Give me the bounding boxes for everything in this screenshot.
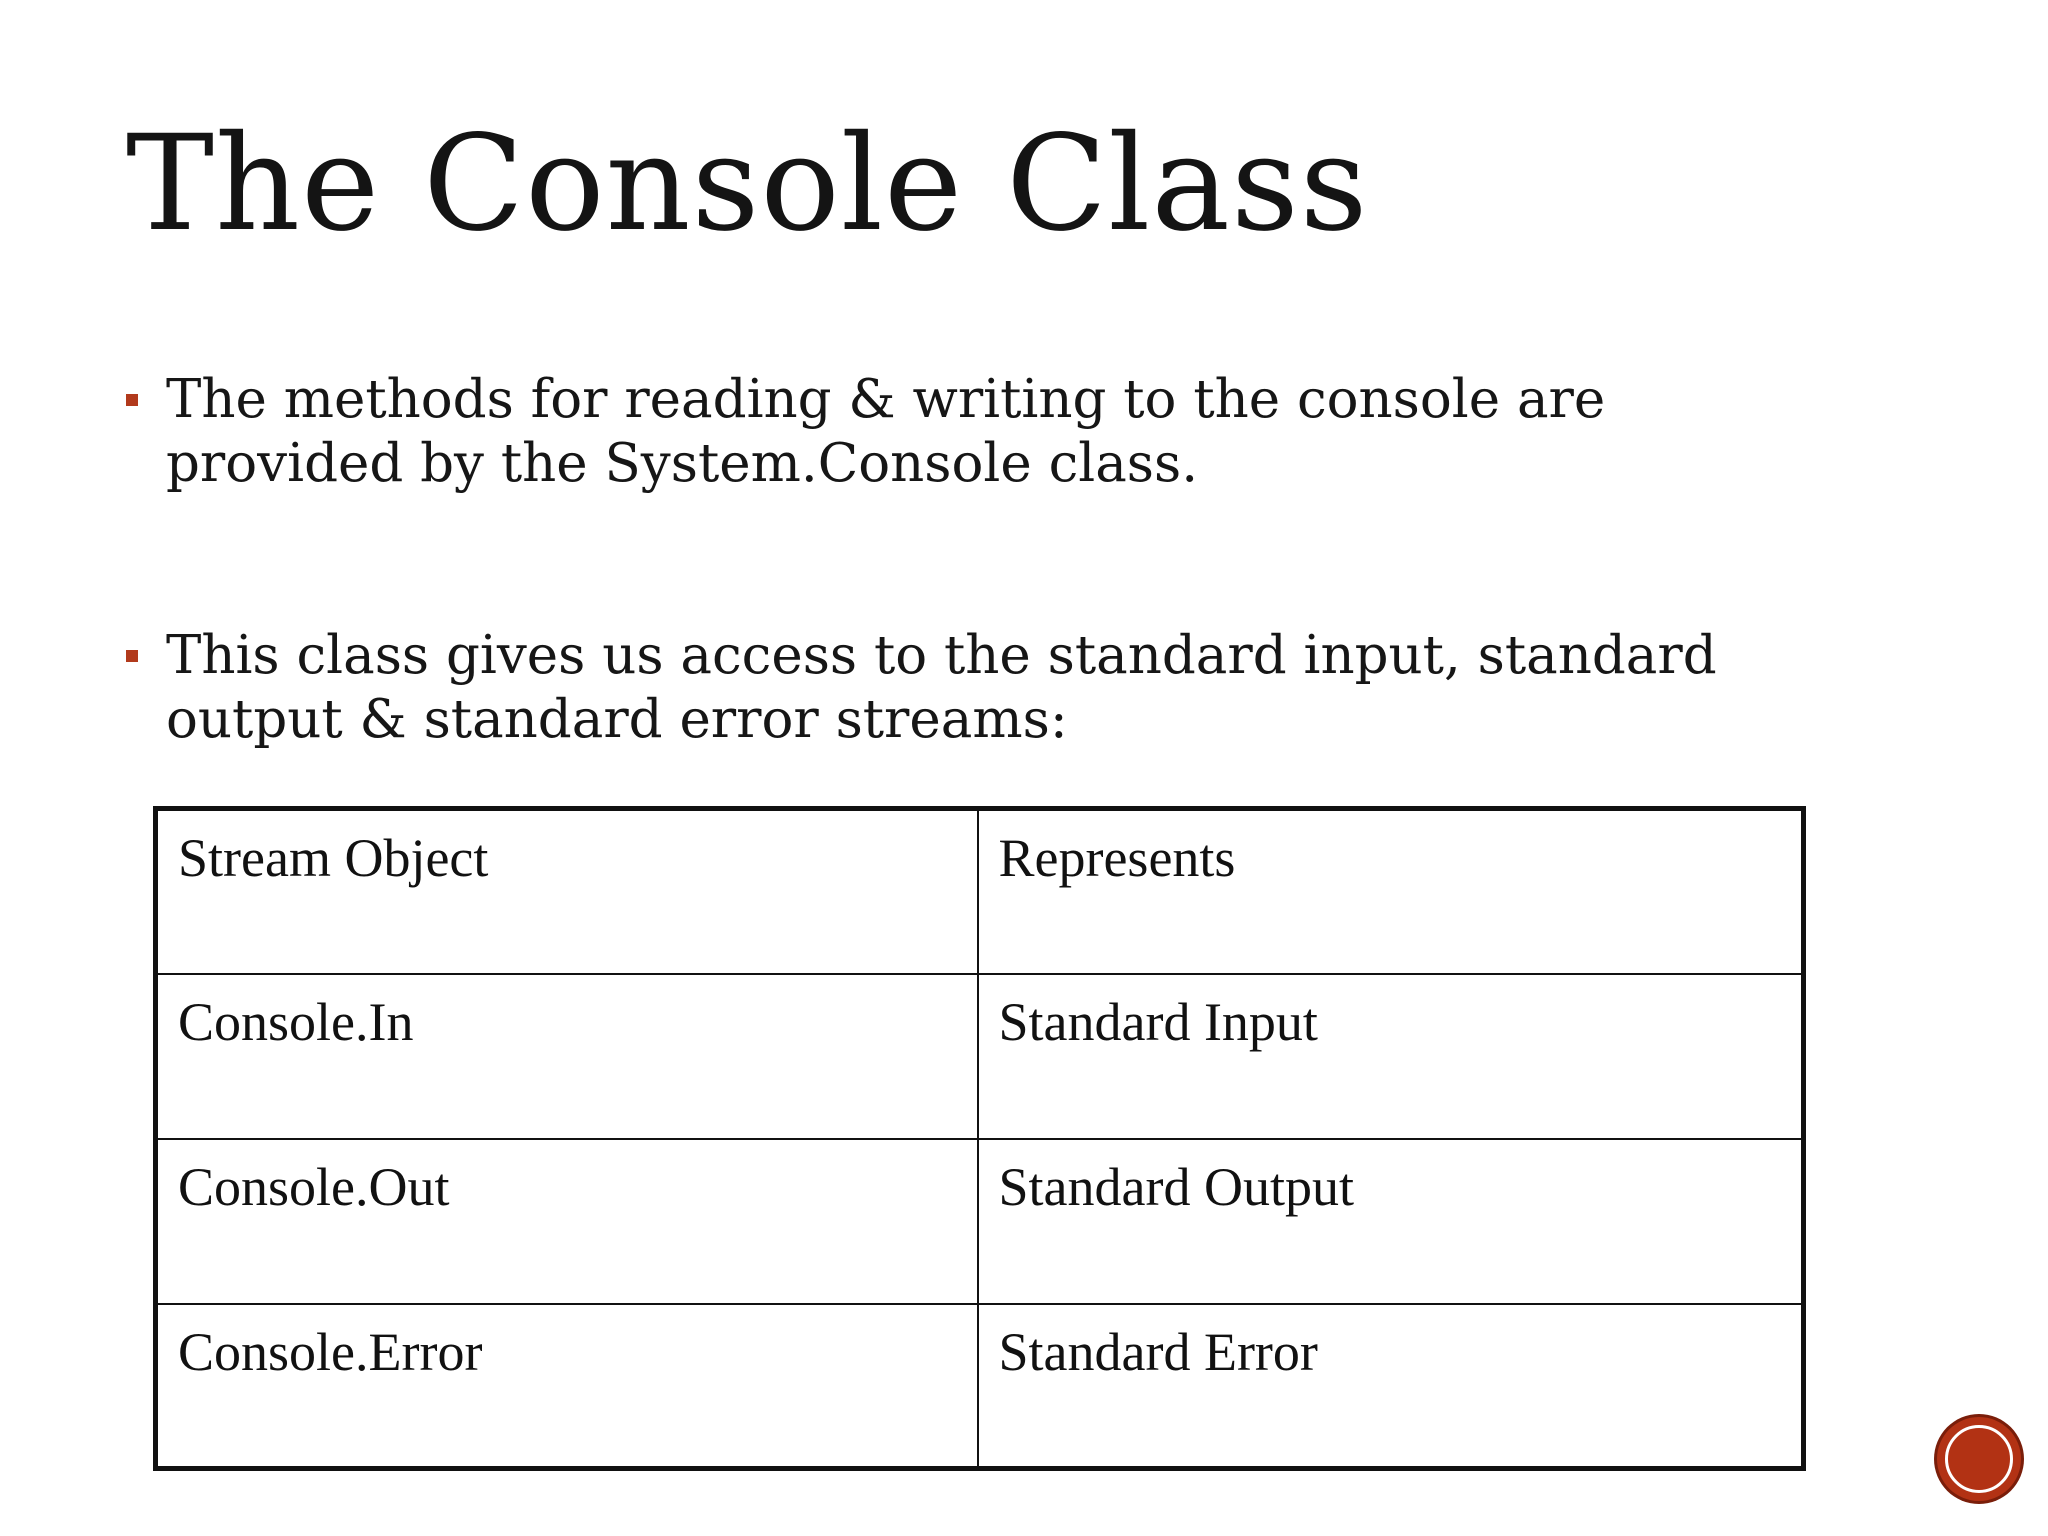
- slide-title: The Console Class: [126, 107, 1369, 261]
- table-row: [156, 974, 1804, 1139]
- table-cell: Standard Input: [978, 974, 1804, 1139]
- table-cell: Standard Output: [978, 1139, 1804, 1304]
- table-cell: Console.Out: [156, 1139, 978, 1304]
- table-header-row: [156, 809, 1804, 974]
- table-row: [156, 1139, 1804, 1304]
- square-bullet-icon: [126, 650, 138, 662]
- bullet-text: The methods for reading & writing to the console are provided by the System.Console class.: [166, 369, 1606, 494]
- square-bullet-icon: [126, 394, 138, 406]
- bullet-text: This class gives us access to the standard input, standard output & standard error streams:: [166, 625, 1717, 750]
- bullet-item: [126, 368, 1826, 496]
- slide-nav-button[interactable]: [1937, 1417, 2021, 1501]
- table-row: [156, 1304, 1804, 1469]
- bullet-item: [126, 624, 1826, 752]
- table-cell: Standard Error: [978, 1304, 1804, 1469]
- stream-table: [153, 806, 1806, 1471]
- table-cell: Console.In: [156, 974, 978, 1139]
- table-header-cell: Represents: [978, 809, 1804, 974]
- circle-ring-icon: [1945, 1425, 2013, 1493]
- table-cell: Console.Error: [156, 1304, 978, 1469]
- table-header-cell: Stream Object: [156, 809, 978, 974]
- bullet-list: [126, 368, 1826, 752]
